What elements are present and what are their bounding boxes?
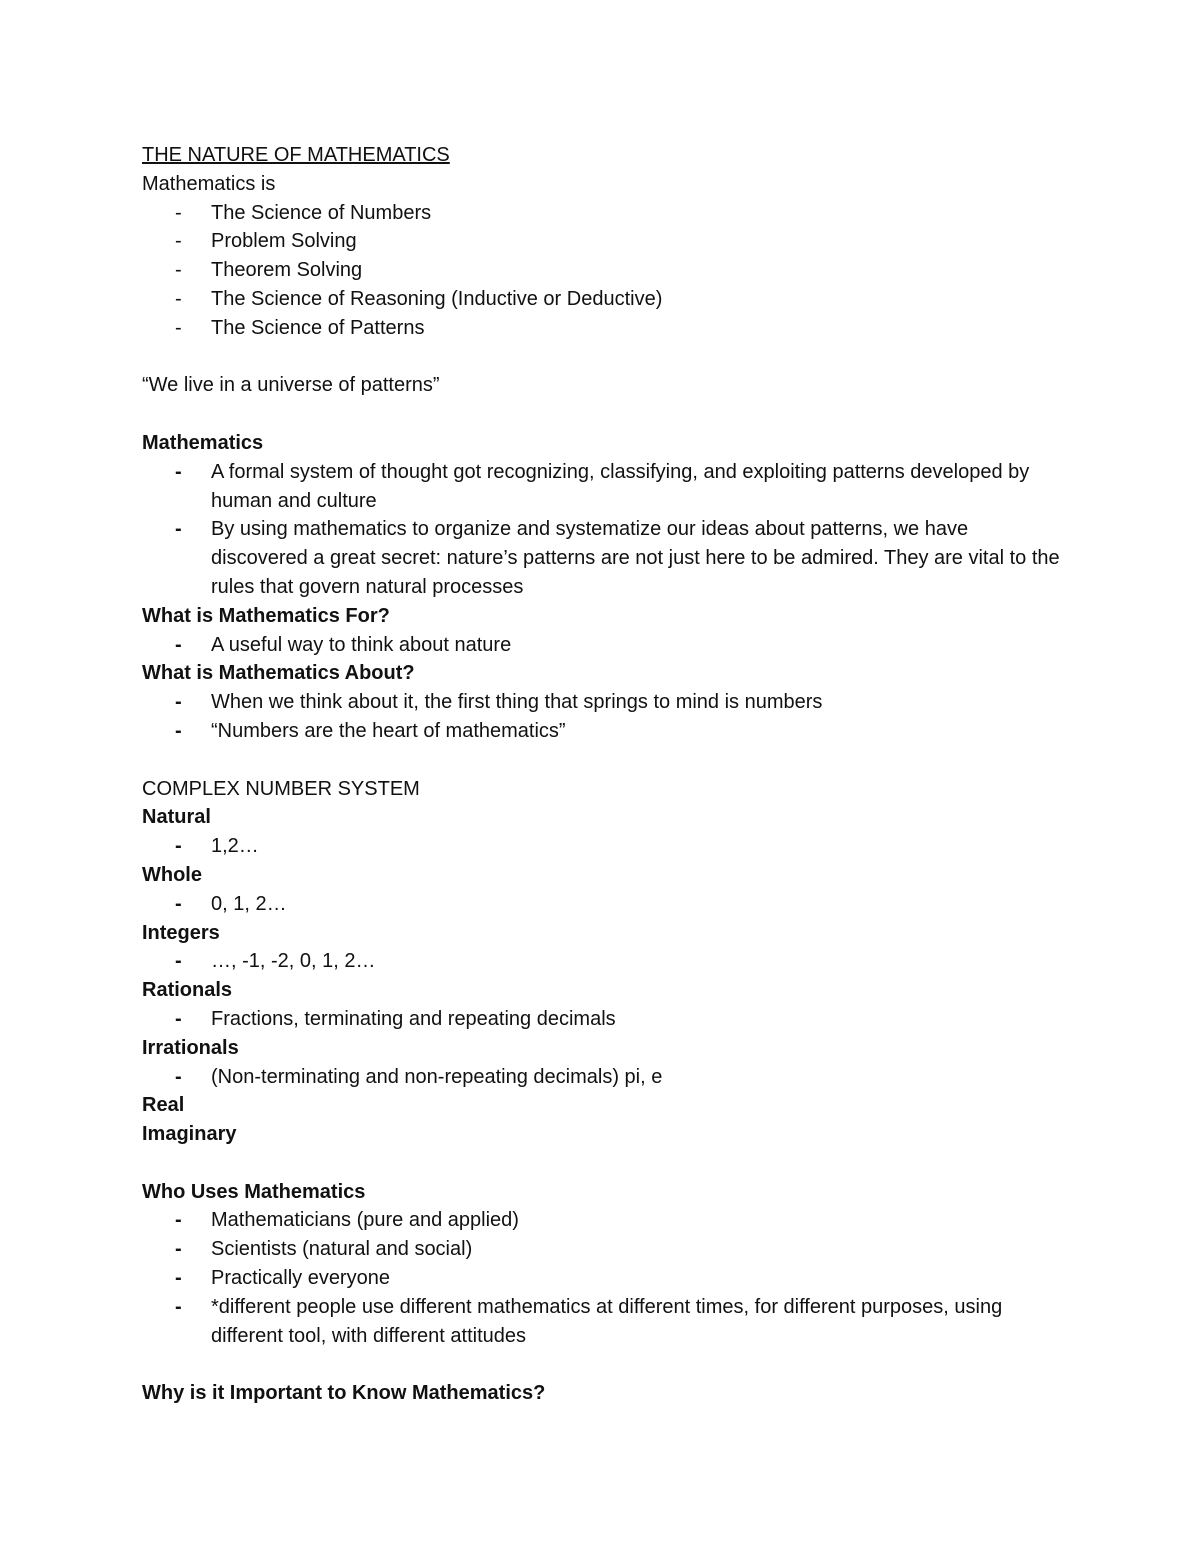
rationals-list <box>142 1005 1062 1034</box>
quote-text: “We live in a universe of patterns” <box>142 374 440 397</box>
dash-bullet: - <box>175 835 182 858</box>
spacer <box>142 400 1062 429</box>
list-item: - When we think about it, the first thing that springs to mind is numbers <box>142 688 1062 717</box>
spacer <box>142 1149 1062 1178</box>
rationals-heading: Rationals <box>142 979 233 1002</box>
dash-bullet: - <box>175 1295 182 1318</box>
why-heading: Why is it Important to Know Mathematics? <box>142 1382 546 1405</box>
integers-list <box>142 947 1062 976</box>
list-item: - Fractions, terminating and repeating decimals <box>142 1005 1062 1034</box>
who-uses-list <box>142 1206 1062 1350</box>
natural-list <box>142 832 1062 861</box>
definition-list <box>142 199 1062 343</box>
list-item: - 0, 1, 2… <box>142 890 1062 919</box>
list-item: - …, -1, -2, 0, 1, 2… <box>142 947 1062 976</box>
intro-text: Mathematics is <box>142 172 276 195</box>
list-item: - 1,2… <box>142 832 1062 861</box>
math-about-list <box>142 688 1062 746</box>
math-for-list <box>142 631 1062 660</box>
dash-bullet: - <box>175 460 182 483</box>
whole-list <box>142 890 1062 919</box>
document-body <box>142 141 1062 1408</box>
dash-bullet: - <box>175 316 182 339</box>
list-item: - Scientists (natural and social) <box>142 1235 1062 1264</box>
imaginary-heading: Imaginary <box>142 1123 237 1146</box>
dash-bullet: - <box>175 691 182 714</box>
dash-bullet: - <box>175 950 182 973</box>
dash-bullet: - <box>175 259 182 282</box>
dash-bullet: - <box>175 1065 182 1088</box>
dash-bullet: - <box>175 230 182 253</box>
real-heading: Real <box>142 1094 185 1117</box>
irrationals-list <box>142 1063 1062 1092</box>
complex-title: COMPLEX NUMBER SYSTEM <box>142 777 420 800</box>
dash-bullet: - <box>175 719 182 742</box>
list-item: - (Non-terminating and non-repeating decimals) pi, e <box>142 1063 1062 1092</box>
irrationals-heading: Irrationals <box>142 1036 239 1059</box>
list-item: - By using mathematics to organize and systematize our ideas about patterns, we have discovered a great secret: nature’s patterns are not just here to be admired. They are vital to the rules that govern natural processes <box>142 515 1062 601</box>
list-item: - The Science of Patterns <box>142 314 1062 343</box>
doc-title: THE NATURE OF MATHEMATICS <box>142 144 450 166</box>
spacer <box>142 1350 1062 1379</box>
list-item: - The Science of Reasoning (Inductive or Deductive) <box>142 285 1062 314</box>
math-for-heading: What is Mathematics For? <box>142 604 390 627</box>
math-about-heading: What is Mathematics About? <box>142 662 415 685</box>
who-uses-heading: Who Uses Mathematics <box>142 1180 366 1203</box>
dash-bullet: - <box>175 287 182 310</box>
list-item: - Mathematicians (pure and applied) <box>142 1206 1062 1235</box>
dash-bullet: - <box>175 1007 182 1030</box>
dash-bullet: - <box>175 633 182 656</box>
list-item: - Theorem Solving <box>142 256 1062 285</box>
mathematics-heading: Mathematics <box>142 431 264 454</box>
dash-bullet: - <box>175 1267 182 1290</box>
list-item: - The Science of Numbers <box>142 199 1062 228</box>
list-item: - “Numbers are the heart of mathematics” <box>142 717 1062 746</box>
dash-bullet: - <box>175 892 182 915</box>
dash-bullet: - <box>175 518 182 541</box>
whole-heading: Whole <box>142 863 202 886</box>
dash-bullet: - <box>175 1238 182 1261</box>
list-item: - A useful way to think about nature <box>142 631 1062 660</box>
dash-bullet: - <box>175 201 182 224</box>
natural-heading: Natural <box>142 806 211 829</box>
spacer <box>142 343 1062 372</box>
dash-bullet: - <box>175 1209 182 1232</box>
mathematics-list <box>142 458 1062 602</box>
list-item: - A formal system of thought got recognizing, classifying, and exploiting patterns developed by human and culture <box>142 458 1062 516</box>
spacer <box>142 746 1062 775</box>
list-item: - Problem Solving <box>142 227 1062 256</box>
list-item: - Practically everyone <box>142 1264 1062 1293</box>
integers-heading: Integers <box>142 921 220 944</box>
list-item: - *different people use different mathematics at different times, for different purposes, using different tool, with different attitudes <box>142 1293 1062 1351</box>
